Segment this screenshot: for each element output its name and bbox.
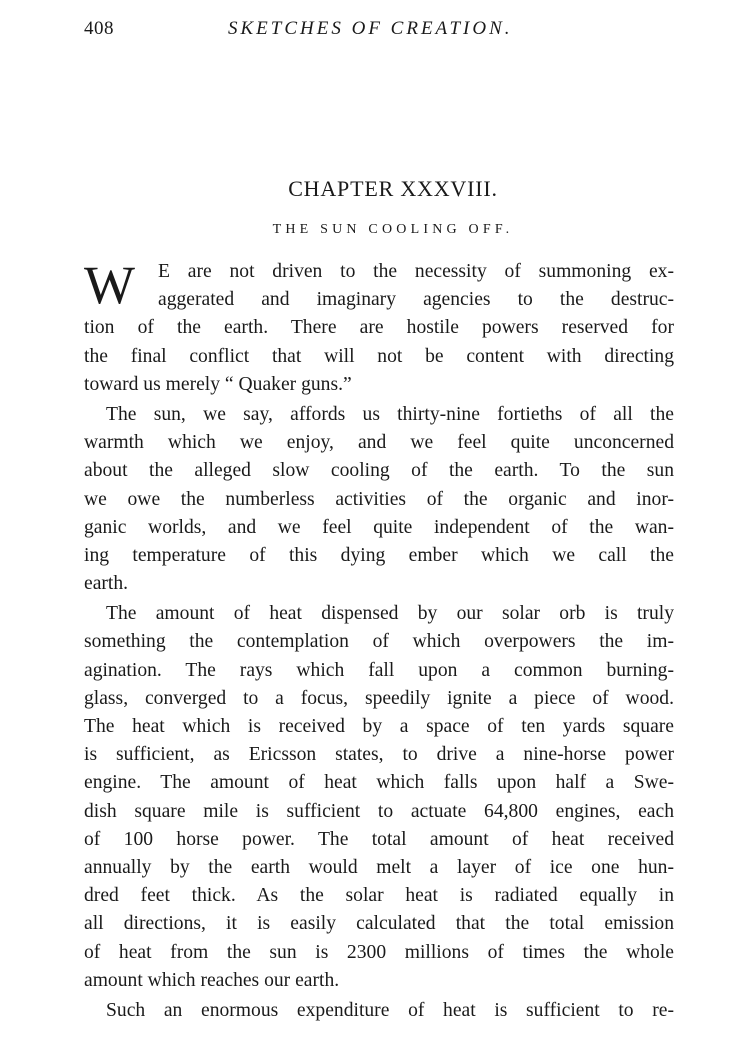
paragraph-2 <box>84 401 674 598</box>
text-line: warmth which we enjoy, and we feel quite unconcerned <box>84 432 674 454</box>
text-line: tion of the earth. There are hostile powers reserved for <box>84 317 674 339</box>
drop-cap: W <box>84 255 135 315</box>
text-line: engine. The amount of heat which falls upon half a Swe- <box>84 772 674 794</box>
text-line: something the contemplation of which overpowers the im- <box>84 631 674 653</box>
running-title: SKETCHES OF CREATION. <box>228 18 513 39</box>
text-line: annually by the earth would melt a layer of ice one hun- <box>84 856 674 878</box>
text-line: ganic worlds, and we feel quite independent of the wan- <box>84 516 674 538</box>
paragraph-4 <box>84 997 674 1025</box>
text-line: The amount of heat dispensed by our solar orb is truly <box>106 603 674 625</box>
text-line: The heat which is received by a space of ten yards square <box>84 716 674 737</box>
text-line: aggerated and imaginary agencies to the destruc- <box>158 289 674 311</box>
text-line: E are not driven to the necessity of summoning ex- <box>158 261 674 282</box>
text-line: about the alleged slow cooling of the earth. To the sun <box>84 460 674 482</box>
chapter-subtitle: THE SUN COOLING OFF. <box>272 222 514 237</box>
text-line: Such an enormous expenditure of heat is sufficient to re- <box>106 999 674 1021</box>
page-number: 408 <box>84 18 114 39</box>
text-line: agination. The rays which fall upon a common burning- <box>84 659 674 681</box>
text-line: all directions, it is easily calculated that the total emission <box>84 913 674 935</box>
running-head <box>84 18 674 46</box>
text-line: is sufficient, as Ericsson states, to drive a nine-horse power <box>84 744 674 766</box>
text-line: The sun, we say, affords us thirty-nine fortieths of all the <box>106 403 674 425</box>
text-line: ing temperature of this dying ember which we call the <box>84 544 674 566</box>
text-line: dish square mile is sufficient to actuate 64,800 engines, each <box>84 800 674 822</box>
text-line: amount which reaches our earth. <box>84 969 340 991</box>
text-line: of heat from the sun is 2300 millions of times the whole <box>84 941 674 963</box>
text-line: of 100 horse power. The total amount of heat received <box>84 828 674 850</box>
chapter-heading: CHAPTER XXXVIII. <box>288 176 498 201</box>
paragraph-1 <box>84 255 674 399</box>
text-line: earth. <box>84 573 129 595</box>
text-line: dred feet thick. As the solar heat is radiated equally in <box>84 885 674 907</box>
text-line: toward us merely “ Quaker guns.” <box>84 373 352 395</box>
paragraph-3 <box>84 600 674 995</box>
text-line: we owe the numberless activities of the organic and inor- <box>84 488 674 510</box>
text-line: the final conflict that will not be content with directing <box>84 345 674 367</box>
text-line: glass, converged to a focus, speedily ignite a piece of wood. <box>84 687 674 709</box>
body-text <box>84 255 674 1025</box>
